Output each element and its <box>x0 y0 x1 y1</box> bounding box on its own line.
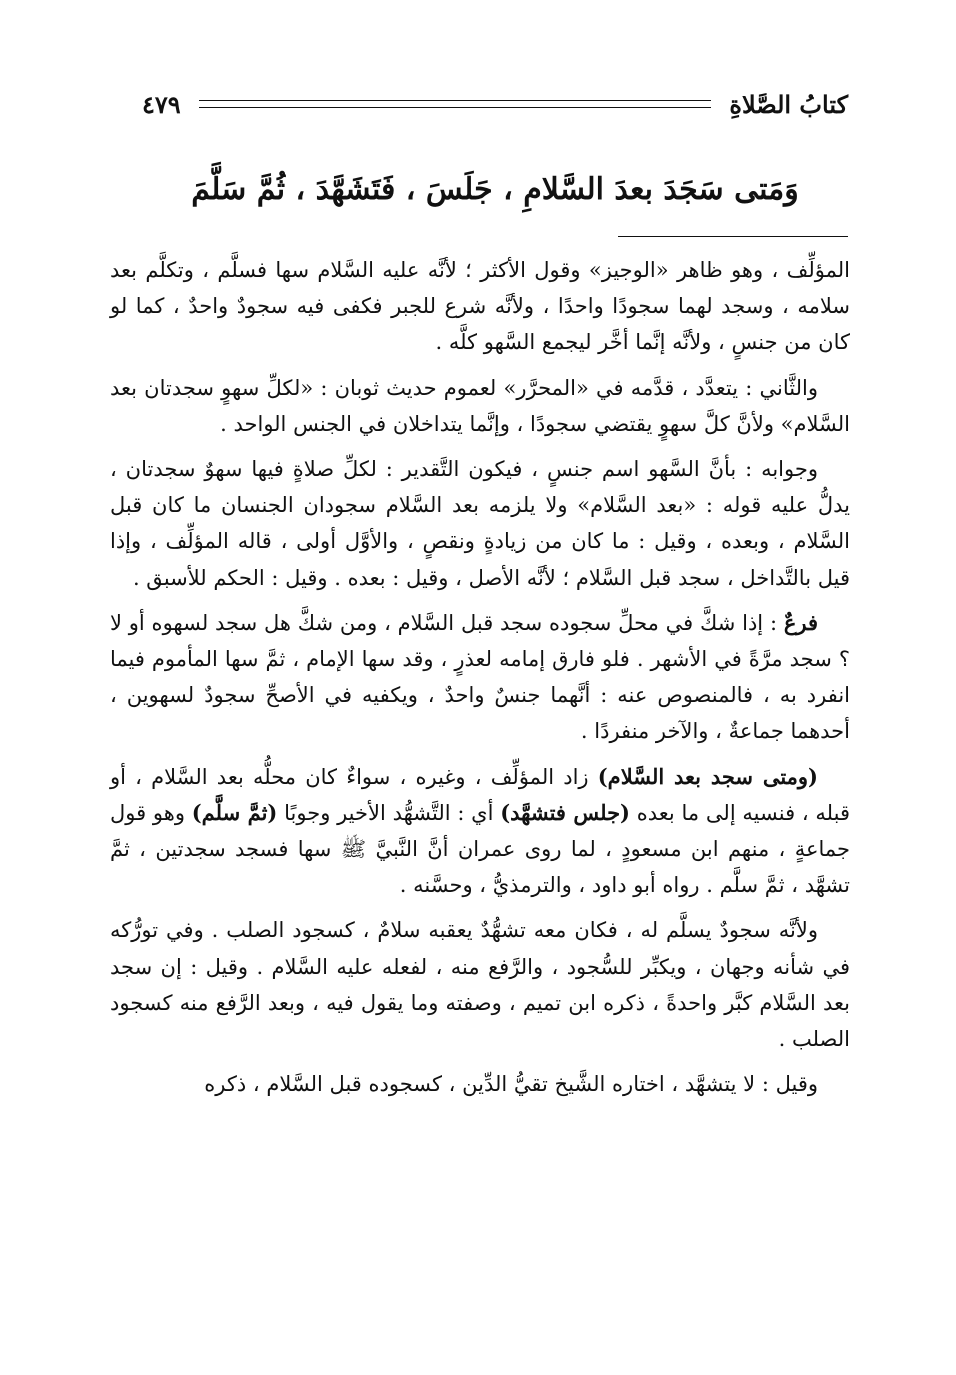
paragraph-5-text-1: زاد المؤلِّف ، وغيره ، سواءٌ كان محلُّه بعد السَّلام ، أو قبله ، فنسيه إلى ما بعده <box>110 764 851 825</box>
commentary-text <box>110 252 850 1111</box>
running-title: كتابُ الصَّلاةِ <box>729 89 848 119</box>
matn-quote-1: (ومتى سجد بعد السَّلام) <box>597 763 818 789</box>
paragraph-3: وجوابه : بأنَّ السَّهو اسم جنسٍ ، فيكون التَّقدير : لكلِّ صلاةٍ فيها سهوٌ سجدتان ، يدلُّ عليه قوله : «بعد السَّلام» ولا يلزمه بعد السَّلام سجودان الجنسان ما كان قبل السَّلام ، وبعده ، وقيل : ما كان من زيادةٍ ونقصٍ ، والأوَّل أولى ، قاله المؤلِّف ، وإذا قيل بالتَّداخل ، سجد قبل السَّلام ؛ لأنَّه الأصل ، وقيل : بعده . وقيل : الحكم للأسبق . <box>110 457 850 590</box>
separator-rule <box>618 236 848 237</box>
paragraph-4-text: : إذا شكَّ في محلِّ سجوده سجد قبل السَّلام ، ومن شكَّ هل سجد لسهوه أو لا ؟ سجد مرَّةً في الأشهر . فلو فارق إمامه لعذرٍ ، وقد سها الإمام ، ثمَّ سها المأموم فيما انفرد به ، فالمنصوص عنه : أنَّهما جنسٌ واحدٌ ، ويكفيه في الأصحِّ سجودٌ لسهوين ، أحدهما جماعةٌ ، والآخر منفردًا . <box>110 610 850 744</box>
matn-quote-3: (ثمَّ سلَّم) <box>191 799 278 825</box>
paragraph-5-text-2: أي : التَّشهُّد الأخير وجوبًا <box>277 800 501 825</box>
paragraph-5-text-3: وهو قول جماعةٍ ، منهم ابن مسعودٍ ، لما روى عمران أنَّ النَّبيَّ ﷺ سها فسجد سجدتين ، ثمَّ تشهَّد ، ثمَّ سلَّم . رواه أبو داود ، والترمذيُّ ، وحسَّنه . <box>110 800 850 898</box>
header-double-rule <box>199 100 712 108</box>
matn-quote-2: (جلس فتشهَّد) <box>500 799 630 825</box>
paragraph-2: والثَّاني : يتعدَّد ، قدَّمه في «المحرَّر» لعموم حديث ثوبان : «لكلِّ سهوٍ سجدتان بعد السَّلام» ولأنَّ كلَّ سهوٍ يقتضي سجودًا ، وإنَّما يتداخلان في الجنس الواحد . <box>110 375 850 436</box>
running-header <box>142 86 848 122</box>
paragraph-5 <box>110 759 850 904</box>
paragraph-6: ولأنَّه سجودٌ يسلَّم له ، فكان معه تشهُّدٌ يعقبه سلامٌ ، كسجود الصلب . وفي تورُّكه في شأنه وجهان ، ويكبِّر للسُّجود ، والرَّفع منه ، لفعله عليه السَّلام . وقيل : إن سجد بعد السَّلام كبَّر واحدةً ، ذكره ابن تميم ، وصفته وما يقول فيه ، وبعد الرَّفع منه كسجود الصلب . <box>110 918 850 1052</box>
paragraph-7: وقيل : لا يتشهَّد ، اختاره الشَّيخ تقيُّ الدِّين ، كسجوده قبل السَّلام ، ذكره <box>204 1072 818 1097</box>
paragraph-4 <box>110 605 850 750</box>
far-label: فرعٌ <box>783 609 818 635</box>
paragraph-1: المؤلِّف ، وهو ظاهر «الوجيز» وقول الأكثر ؛ لأنَّه عليه السَّلام سها فسلَّم ، وتكلَّم بعد سلامه ، وسجد لهما سجودًا واحدًا ، ولأنَّه شرع للجبر فكفى فيه سجودٌ واحدٌ ، كما لو كان من جنسٍ ، ولأنَّه إنَّما أخَّر ليجمع السَّهو كلَّه . <box>110 258 850 355</box>
page-number: ٤٧٩ <box>142 89 181 119</box>
matn-heading: وَمَتى سَجَدَ بعدَ السَّلامِ ، جَلَسَ ، فَتَشَهَّدَ ، ثُمَّ سَلَّمَ <box>191 172 799 207</box>
